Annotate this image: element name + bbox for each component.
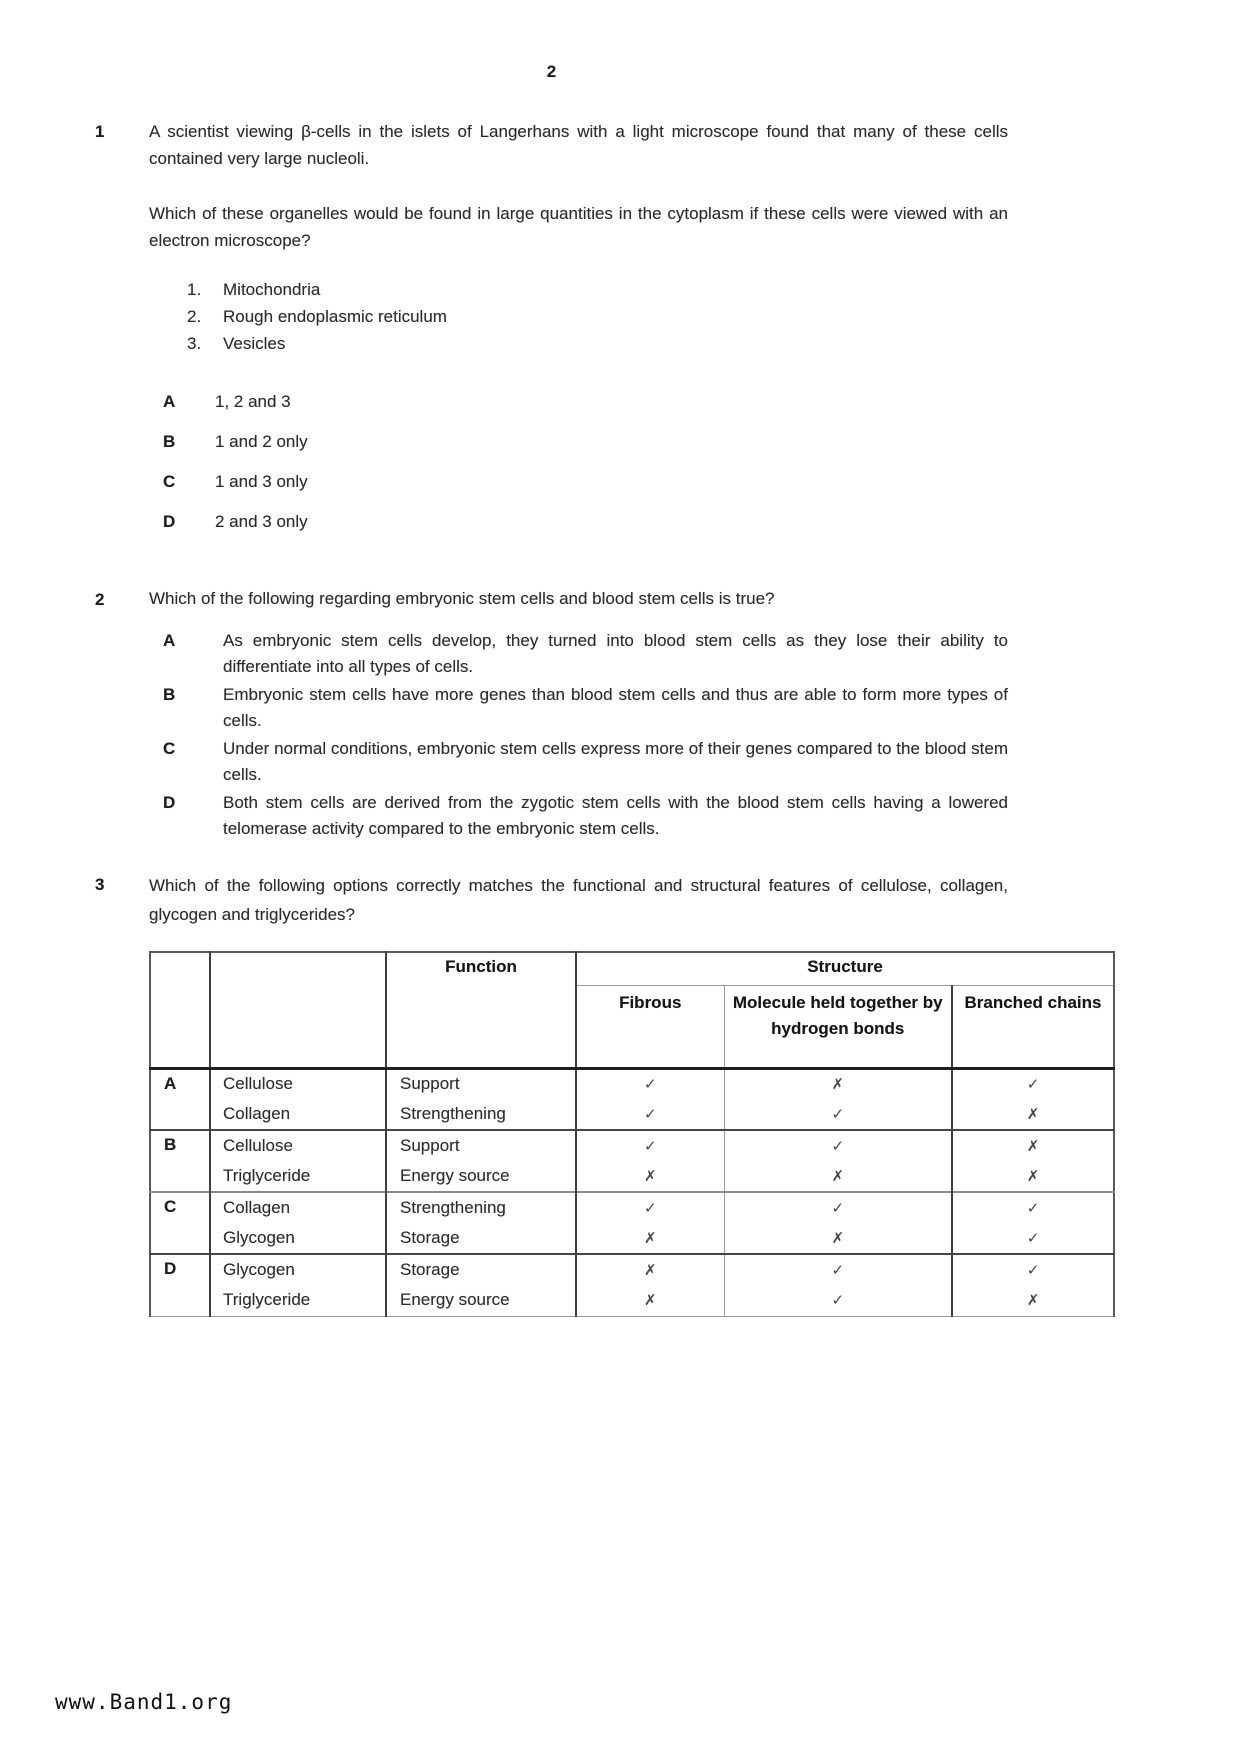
table-row	[150, 1285, 1114, 1316]
function-cell: Energy source	[386, 1285, 576, 1316]
row-letter: B	[150, 1130, 210, 1192]
branched-mark: ✓	[952, 1254, 1114, 1285]
header-branched-chains: Branched chains	[952, 985, 1114, 1068]
option-c	[149, 469, 1008, 494]
option-c	[149, 736, 1008, 788]
fibrous-mark: ✓	[576, 1068, 724, 1099]
header-fibrous: Fibrous	[576, 985, 724, 1068]
question-1-number: 1	[95, 122, 105, 141]
function-cell: Storage	[386, 1223, 576, 1254]
option-letter: D	[163, 793, 176, 812]
table-row	[150, 1192, 1114, 1223]
list-item	[187, 276, 1008, 303]
function-cell: Energy source	[386, 1161, 576, 1192]
row-letter: C	[150, 1192, 210, 1254]
option-b	[149, 429, 1008, 454]
header-hydrogen-bonds: Molecule held together by hydrogen bonds	[724, 985, 952, 1068]
list-item-text: Vesicles	[223, 334, 286, 353]
option-letter: C	[163, 472, 176, 491]
substance-cell: Collagen	[210, 1099, 386, 1130]
list-item-number: 2.	[187, 307, 202, 326]
question-3-paragraph: Which of the following options correctly matches the functional and structural features of cellulose, collagen, glycogen and triglycerides?	[149, 876, 1008, 924]
option-text: 2 and 3 only	[215, 512, 308, 531]
option-text: 1, 2 and 3	[215, 392, 291, 411]
branched-mark: ✓	[952, 1192, 1114, 1223]
option-a	[149, 628, 1008, 680]
question-2-body	[149, 586, 1008, 844]
fibrous-mark: ✓	[576, 1099, 724, 1130]
function-cell: Strengthening	[386, 1099, 576, 1130]
fibrous-mark: ✗	[576, 1223, 724, 1254]
substance-cell: Collagen	[210, 1192, 386, 1223]
question-3-number: 3	[95, 875, 105, 894]
option-text: Both stem cells are derived from the zygotic stem cells with the blood stem cells having a lowered telomerase activity compared to the embryonic stem cells.	[223, 793, 1008, 838]
function-cell: Support	[386, 1130, 576, 1161]
option-letter: C	[163, 739, 176, 758]
table-row	[150, 1099, 1114, 1130]
option-text: Embryonic stem cells have more genes than blood stem cells and thus are able to form more types of cells.	[223, 685, 1008, 730]
table-row	[150, 1254, 1114, 1285]
hydrogen-mark: ✓	[724, 1192, 952, 1223]
option-d	[149, 790, 1008, 842]
branched-mark: ✗	[952, 1285, 1114, 1316]
list-item-number: 3.	[187, 334, 202, 353]
list-item-text: Rough endoplasmic reticulum	[223, 307, 447, 326]
option-d	[149, 509, 1008, 534]
option-letter: A	[163, 631, 176, 650]
function-cell: Support	[386, 1068, 576, 1099]
option-text: Under normal conditions, embryonic stem cells express more of their genes compared to the blood stem cells.	[223, 739, 1008, 784]
hydrogen-mark: ✓	[724, 1130, 952, 1161]
option-a	[149, 389, 1008, 414]
substance-cell: Cellulose	[210, 1130, 386, 1161]
question-1-options	[149, 389, 1008, 534]
header-structure: Structure	[576, 952, 1114, 985]
list-item-number: 1.	[187, 280, 202, 299]
branched-mark: ✓	[952, 1223, 1114, 1254]
question-1-body	[149, 118, 1008, 549]
table-row	[150, 1130, 1114, 1161]
fibrous-mark: ✓	[576, 1130, 724, 1161]
q3-features-table	[149, 951, 1115, 1317]
hydrogen-mark: ✓	[724, 1285, 952, 1316]
row-letter: A	[150, 1068, 210, 1130]
option-text: As embryonic stem cells develop, they turned into blood stem cells as they lose their ability to differentiate into all types of cells.	[223, 631, 1008, 676]
table-row	[150, 1223, 1114, 1254]
substance-cell: Glycogen	[210, 1254, 386, 1285]
branched-mark: ✓	[952, 1068, 1114, 1099]
question-2-options	[149, 628, 1008, 842]
hydrogen-mark: ✓	[724, 1254, 952, 1285]
substance-cell: Cellulose	[210, 1068, 386, 1099]
branched-mark: ✗	[952, 1161, 1114, 1192]
option-letter: A	[163, 392, 176, 411]
header-function: Function	[386, 952, 576, 1068]
option-letter: B	[163, 432, 176, 451]
fibrous-mark: ✓	[576, 1192, 724, 1223]
watermark: www.Band1.org	[55, 1690, 233, 1714]
substance-cell: Triglyceride	[210, 1161, 386, 1192]
question-1	[95, 118, 1008, 549]
option-text: 1 and 3 only	[215, 472, 308, 491]
question-1-numbered-list	[149, 276, 1008, 357]
question-1-paragraph: A scientist viewing β-cells in the islets of Langerhans with a light microscope found that many of these cells contained very large nucleoli.	[149, 122, 1008, 168]
row-letter: D	[150, 1254, 210, 1316]
substance-cell: Triglyceride	[210, 1285, 386, 1316]
question-3-body	[149, 871, 1102, 1317]
header-empty-substance	[210, 952, 386, 1068]
table-row	[150, 1068, 1114, 1099]
function-cell: Strengthening	[386, 1192, 576, 1223]
fibrous-mark: ✗	[576, 1254, 724, 1285]
function-cell: Storage	[386, 1254, 576, 1285]
option-b	[149, 682, 1008, 734]
header-empty-letter	[150, 952, 210, 1068]
hydrogen-mark: ✗	[724, 1223, 952, 1254]
question-1-paragraph: Which of these organelles would be found in large quantities in the cytoplasm if these cells were viewed with an electron microscope?	[149, 204, 1008, 250]
fibrous-mark: ✗	[576, 1161, 724, 1192]
table-row	[150, 1161, 1114, 1192]
question-2	[95, 586, 1008, 844]
page-number: 2	[546, 62, 557, 81]
list-item	[187, 303, 1008, 330]
option-text: 1 and 2 only	[215, 432, 308, 451]
fibrous-mark: ✗	[576, 1285, 724, 1316]
branched-mark: ✗	[952, 1099, 1114, 1130]
hydrogen-mark: ✗	[724, 1161, 952, 1192]
list-item	[187, 330, 1008, 357]
option-letter: D	[163, 512, 176, 531]
option-letter: B	[163, 685, 176, 704]
list-item-text: Mitochondria	[223, 280, 321, 299]
question-2-paragraph: Which of the following regarding embryonic stem cells and blood stem cells is true?	[149, 589, 775, 608]
question-2-number: 2	[95, 590, 105, 609]
substance-cell: Glycogen	[210, 1223, 386, 1254]
hydrogen-mark: ✓	[724, 1099, 952, 1130]
branched-mark: ✗	[952, 1130, 1114, 1161]
question-3	[95, 871, 1102, 1317]
hydrogen-mark: ✗	[724, 1068, 952, 1099]
